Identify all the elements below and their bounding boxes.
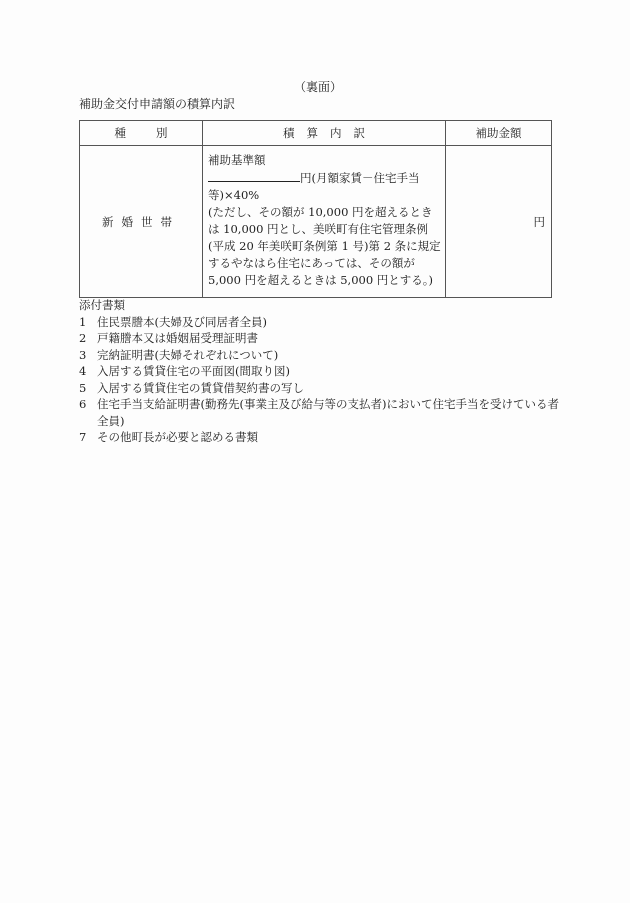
calculation-table [79, 120, 552, 298]
detail-formula-line [208, 169, 441, 204]
list-item [79, 429, 559, 446]
attachments-section [79, 297, 559, 446]
header-amount: 補助金額 [446, 121, 552, 146]
row-detail [203, 146, 446, 298]
list-item [79, 314, 559, 331]
detail-note: (ただし、その額が 10,000 円を超えるときは 10,000 円とし、美咲町有住宅管理条例(平成 20 年美咲町条例第 1 号)第 2 条に規定するやなはら住宅にあっては、その額が 5,000 円を超えるときは 5,000 円とする。) [208, 205, 441, 287]
item-number: 2 [79, 331, 87, 345]
list-item [79, 380, 559, 397]
table-header-row [80, 121, 552, 146]
item-number: 5 [79, 380, 87, 395]
item-number: 4 [79, 364, 87, 378]
list-item [79, 363, 559, 380]
page-side-label [0, 78, 630, 95]
item-text: 住民票謄本(夫婦及び同居者全員) [97, 314, 267, 329]
header-detail: 積算内訳 [203, 121, 446, 146]
item-number: 6 [79, 397, 87, 411]
attachments-title: 添付書類 [79, 298, 125, 312]
list-item [79, 330, 559, 347]
item-number: 7 [79, 430, 87, 444]
header-type: 種別 [80, 121, 203, 146]
item-text: 完納証明書(夫婦それぞれについて) [97, 347, 279, 362]
detail-label: 補助基準額 [208, 153, 266, 167]
row-amount [446, 146, 552, 298]
amount-blank-field [208, 169, 300, 182]
row-type: 新婚世帯 [80, 146, 203, 298]
item-number: 3 [79, 347, 87, 362]
item-text: 戸籍謄本又は婚姻届受理証明書 [97, 331, 258, 345]
item-text: その他町長が必要と認める書類 [97, 430, 258, 444]
table-row [80, 146, 552, 298]
page-side-label-text: （裏面） [293, 80, 342, 94]
section-title: 補助金交付申請額の積算内訳 [79, 97, 236, 111]
detail-formula: 円(月額家賃－住宅手当等)×40% [208, 171, 420, 202]
item-text: 入居する賃貸住宅の賃貸借契約書の写し [97, 380, 304, 395]
item-text: 入居する賃貸住宅の平面図(間取り図) [97, 364, 290, 378]
item-number: 1 [79, 314, 87, 329]
item-text: 住宅手当支給証明書(勤務先(事業主及び給与等の支払者)において住宅手当を受けている者全員) [97, 397, 559, 428]
list-item [79, 347, 559, 364]
amount-unit: 円 [533, 214, 545, 229]
list-item [79, 396, 559, 429]
